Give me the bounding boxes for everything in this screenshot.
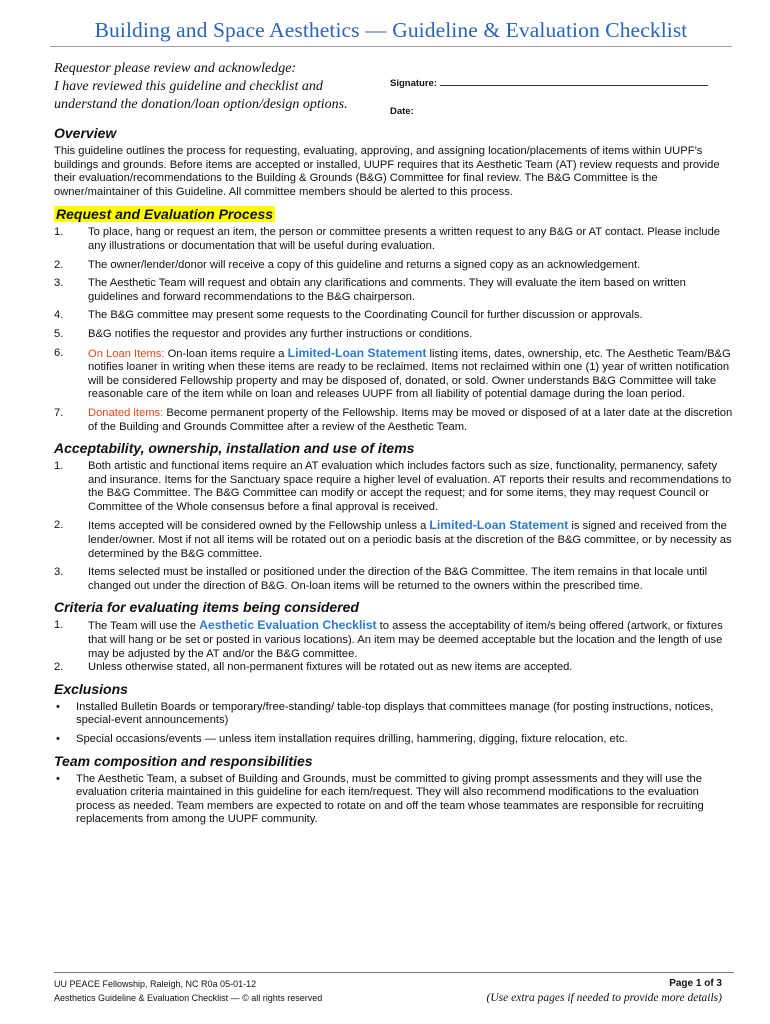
ack-line-3: understand the donation/loan option/design options. xyxy=(54,97,348,112)
item-text: On-loan items require a xyxy=(164,347,288,360)
item-number: 2. xyxy=(54,258,64,271)
item-text: Installed Bulletin Boards or temporary/free-standing/ table-top displays that committees manage (for posting instructions, notices, special-event announcements) xyxy=(76,700,714,727)
item-number: 6. xyxy=(54,346,64,359)
item-number: 4. xyxy=(54,309,64,322)
bullet-icon: • xyxy=(56,733,60,745)
team-heading: Team composition and responsibilities xyxy=(54,752,313,769)
acknowledgement-text xyxy=(54,60,384,114)
list-item xyxy=(54,226,734,253)
list-item xyxy=(54,733,734,747)
request-list xyxy=(54,226,734,434)
limited-loan-statement-link[interactable]: Limited-Loan Statement xyxy=(429,518,569,533)
ack-line-1: Requestor please review and acknowledge: xyxy=(54,61,297,76)
list-item xyxy=(54,773,734,827)
item-number: 2. xyxy=(54,519,64,532)
signature-field[interactable]: Signature: xyxy=(390,78,708,89)
bullet-icon: • xyxy=(56,772,60,785)
ack-line-2: I have reviewed this guideline and checklist and xyxy=(54,79,323,94)
document-title: Building and Space Aesthetics — Guideline & Evaluation Checklist xyxy=(50,18,732,47)
item-text: Items accepted will be considered owned by the Fellowship unless a xyxy=(88,520,430,533)
item-text: B&G notifies the requestor and provides any further instructions or conditions. xyxy=(88,327,473,340)
overview-section xyxy=(54,124,734,199)
extra-pages-note: (Use extra pages if needed to provide more details) xyxy=(486,992,722,1004)
page-number: Page 1 of 3 xyxy=(669,978,722,989)
acceptability-list xyxy=(54,460,734,593)
list-item xyxy=(54,619,734,661)
request-heading-text: Request and Evaluation Process xyxy=(56,206,274,223)
item-text: Unless otherwise stated, all non-permanent fixtures will be rotated out as new items are accepted. xyxy=(88,661,573,674)
aesthetic-evaluation-checklist-link[interactable]: Aesthetic Evaluation Checklist xyxy=(199,618,377,633)
exclusions-section xyxy=(54,680,734,747)
item-text: Items selected must be installed or positioned under the direction of the B&G Committee. The item remains in that locale until changed out under the direction of B&G. On-loan items will be returned to the owners within the prescribed time. xyxy=(88,566,708,592)
list-item xyxy=(54,519,734,561)
item-number: 1. xyxy=(54,460,64,473)
team-list xyxy=(54,773,734,827)
item-text: The owner/lender/donor will receive a copy of this guideline and returns a signed copy as an acknowledgement. xyxy=(88,258,641,271)
item-text: Special occasions/events — unless item installation requires drilling, hammering, digging, fixture relocation, etc. xyxy=(76,733,628,745)
criteria-heading: Criteria for evaluating items being considered xyxy=(54,599,359,616)
request-heading xyxy=(54,205,734,223)
item-text: The Team will use the xyxy=(88,620,200,633)
item-number: 3. xyxy=(54,277,64,290)
criteria-list xyxy=(54,619,734,674)
exclusions-list xyxy=(54,701,734,747)
item-number: 5. xyxy=(54,327,64,340)
date-label: Date xyxy=(390,106,411,117)
list-item xyxy=(54,661,734,675)
item-text: The Aesthetic Team, a subset of Building and Grounds, must be committed to giving prompt assessments and they will use the evaluation criteria maintained in this guideline for each item/request. They will also recommend modifications to the evaluation process as needed. Team members are expected to rotate on and off the team whose teammates are responsible for recruiting replacements from among the UUPF community. xyxy=(76,772,704,826)
on-loan-tag: On Loan Items: xyxy=(88,347,165,360)
document-body xyxy=(54,124,734,832)
bullet-icon: • xyxy=(56,700,60,713)
footer-line-2: Aesthetics Guideline & Evaluation Checklist — © all rights reserved xyxy=(54,993,323,1003)
item-text: To place, hang or request an item, the person or committee presents a written request to any B&G or AT contact. Please include any illustrations or documentation that will be useful during evaluation. xyxy=(88,226,721,252)
footer-line-1: UU PEACE Fellowship, Raleigh, NC R0a 05-01-12 xyxy=(54,979,257,989)
signature-label: Signature xyxy=(390,78,434,89)
criteria-section xyxy=(54,598,734,674)
list-item-donated xyxy=(54,407,734,434)
overview-heading: Overview xyxy=(54,125,117,141)
limited-loan-statement-link[interactable]: Limited-Loan Statement xyxy=(287,345,427,360)
list-item-on-loan xyxy=(54,347,734,402)
footer-right xyxy=(487,977,722,1005)
item-number: 7. xyxy=(54,406,64,419)
acceptability-section xyxy=(54,439,734,593)
item-text: to assess the acceptability of item/s being offered (artwork, or fixtures that will hang or be set or posted in various locations). An item may be deemed acceptable but the location and the length of use may be adjusted by the AT and/or the B&G committee. xyxy=(88,620,723,660)
acceptability-heading: Acceptability, ownership, installation and use of items xyxy=(54,440,415,457)
item-number: 3. xyxy=(54,566,64,579)
item-text: listing items, dates, ownership, etc. The Aesthetic Team/B&G notifies loaner in writing when these items are ready to be reclaimed. Items not reclaimed within one (1) year of written notification will be considered Fellowship property and may be disposed of, donated, or sold. Owner understands B&G Committee will take reasonable care of the item while on loan and releases UUPF from all liability of potential damage during the loan period. xyxy=(88,347,731,401)
request-section xyxy=(54,205,734,434)
page-footer xyxy=(54,972,734,1005)
list-item xyxy=(54,701,734,728)
item-text: Both artistic and functional items require an AT evaluation which includes factors such as size, functionality, permanency, safety and insurance. Items for the Sanctuary space require a higher level of evaluation. AT reports their results and recommendations to the B&G Committee. The B&G Committee can modify or accept the request; and for some items, they may request Council or Committee of the Whole consensus before a final approval is received. xyxy=(88,460,732,513)
list-item xyxy=(54,328,734,342)
list-item xyxy=(54,309,734,323)
item-text: The B&G committee may present some requests to the Coordinating Council for further discussion or approvals. xyxy=(88,309,643,322)
list-item xyxy=(54,277,734,304)
team-section xyxy=(54,752,734,827)
overview-text: This guideline outlines the process for requesting, evaluating, approving, and assigning location/placements of items within UUPF’s buildings and grounds. Before items are accepted or installed, UUPF requires that its Aesthetic Team (AT) review requests and provide their evaluation/recommendations to the Building & Grounds (B&G) Committee for final review. The B&G Committee is the owner/maintainer of this Guideline. All committee members should be alerted to this process. xyxy=(54,145,720,198)
item-text: Become permanent property of the Fellowship. Items may be moved or disposed of at a later date at the discretion of the Building and Grounds Committee after a review of the Aesthetic Team. xyxy=(88,406,733,433)
item-text: is signed and received from the lender/owner. Most if not all items will be rotated out on a periodic basis at the discretion of the B&G committee, or by necessity as determined by the B&G committee. xyxy=(88,520,732,560)
list-item xyxy=(54,259,734,273)
exclusions-heading: Exclusions xyxy=(54,680,128,697)
item-number: 1. xyxy=(54,619,64,632)
signature-line[interactable] xyxy=(440,85,708,86)
item-text: The Aesthetic Team will request and obtain any clarifications and comments. They will evaluate the item based on written guidelines and forward recommendations to the B&G chairperson. xyxy=(88,277,686,303)
list-item xyxy=(54,460,734,514)
date-field[interactable]: Date: xyxy=(390,106,414,117)
item-number: 1. xyxy=(54,226,64,239)
item-number: 2. xyxy=(54,661,64,674)
donated-tag: Donated items: xyxy=(88,406,164,419)
list-item xyxy=(54,566,734,593)
